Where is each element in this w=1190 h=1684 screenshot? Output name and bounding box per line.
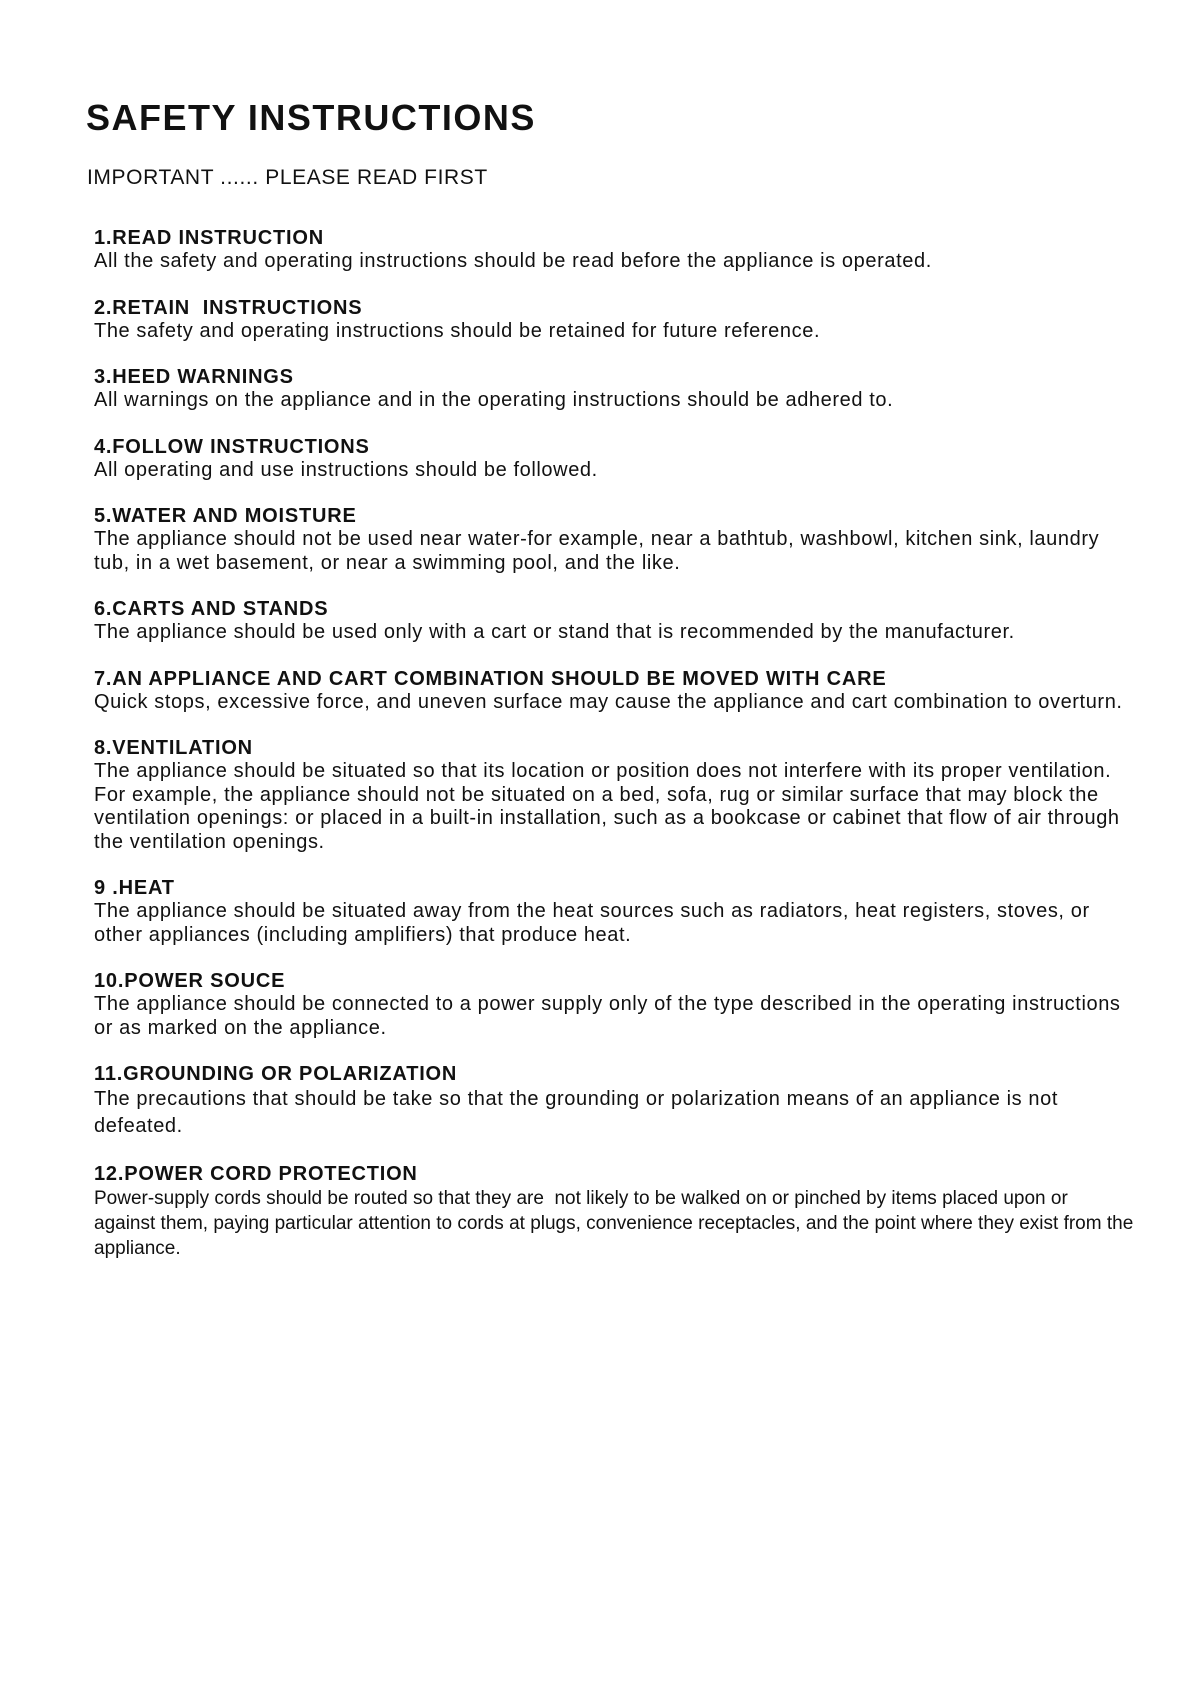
instruction-body: The appliance should be situated so that its location or position does not interfere with its proper ventilation. For example, the appliance should not be situated on a bed, sofa, rug or similar surface that may block the ventilation openings: or placed in a built-in installation, such as a bookcase or cabinet that flow of air through the ventilation openings. <box>94 760 1120 853</box>
instruction-body: The appliance should not be used near water-for example, near a bathtub, washbowl, kitchen sink, laundry tub, in a wet basement, or near a swimming pool, and the like. <box>94 528 1100 574</box>
instruction-item-8 <box>94 736 1134 854</box>
instruction-item-7 <box>94 667 1134 715</box>
instruction-item-6 <box>94 597 1134 645</box>
instruction-body: The appliance should be used only with a cart or stand that is recommended by the manufacturer. <box>94 621 1015 643</box>
instruction-item-10 <box>94 969 1134 1040</box>
instruction-heading: 6.CARTS AND STANDS <box>94 598 329 620</box>
instruction-heading: 5.WATER AND MOISTURE <box>94 505 357 527</box>
instruction-heading: 3.HEED WARNINGS <box>94 366 294 388</box>
instruction-body: All operating and use instructions should be followed. <box>94 458 598 481</box>
instruction-heading: 7.AN APPLIANCE AND CART COMBINATION SHOULD BE MOVED WITH CARE <box>94 667 887 690</box>
instruction-body: The appliance should be situated away from the heat sources such as radiators, heat registers, stoves, or other appliances (including amplifiers) that produce heat. <box>94 900 1090 946</box>
instruction-heading: 9 .HEAT <box>94 877 175 899</box>
instruction-item-2 <box>94 296 1134 344</box>
instruction-body: The appliance should be connected to a power supply only of the type described in the operating instructions or as marked on the appliance. <box>94 993 1121 1039</box>
instruction-item-5 <box>94 504 1134 575</box>
instruction-list <box>94 226 1139 1261</box>
instruction-heading: 12.POWER CORD PROTECTION <box>94 1163 418 1185</box>
instruction-body: Quick stops, excessive force, and uneven surface may cause the appliance and cart combination to overturn. <box>94 690 1123 713</box>
instruction-item-4 <box>94 435 1134 483</box>
instruction-heading: 1.READ INSTRUCTION <box>94 227 324 249</box>
instruction-heading: 11.GROUNDING OR POLARIZATION <box>94 1063 458 1085</box>
instruction-body: The precautions that should be take so that the grounding or polarization means of an appliance is not defeated. <box>94 1088 1059 1137</box>
instruction-item-3 <box>94 365 1134 413</box>
instruction-heading: 2.RETAIN INSTRUCTIONS <box>94 296 363 319</box>
instruction-item-11 <box>94 1062 1134 1140</box>
instruction-item-1 <box>94 226 1134 274</box>
instruction-heading: 10.POWER SOUCE <box>94 970 286 992</box>
instruction-item-9 <box>94 876 1134 947</box>
instruction-body: All warnings on the appliance and in the operating instructions should be adhered to. <box>94 389 894 411</box>
instruction-body: All the safety and operating instructions should be read before the appliance is operated. <box>94 250 932 272</box>
page-title: SAFETY INSTRUCTIONS <box>86 97 536 138</box>
instruction-heading: 8.VENTILATION <box>94 737 253 759</box>
instruction-heading: 4.FOLLOW INSTRUCTIONS <box>94 435 370 458</box>
instruction-body: Power-supply cords should be routed so that they are not likely to be walked on or pinched by items placed upon or against them, paying particular attention to cords at plugs, convenience receptacles, and the point where they exist from the appliance. <box>94 1188 1139 1259</box>
page-subtitle: IMPORTANT ...... PLEASE READ FIRST <box>87 166 488 189</box>
instruction-body: The safety and operating instructions should be retained for future reference. <box>94 319 821 342</box>
instruction-item-12 <box>94 1162 1139 1261</box>
